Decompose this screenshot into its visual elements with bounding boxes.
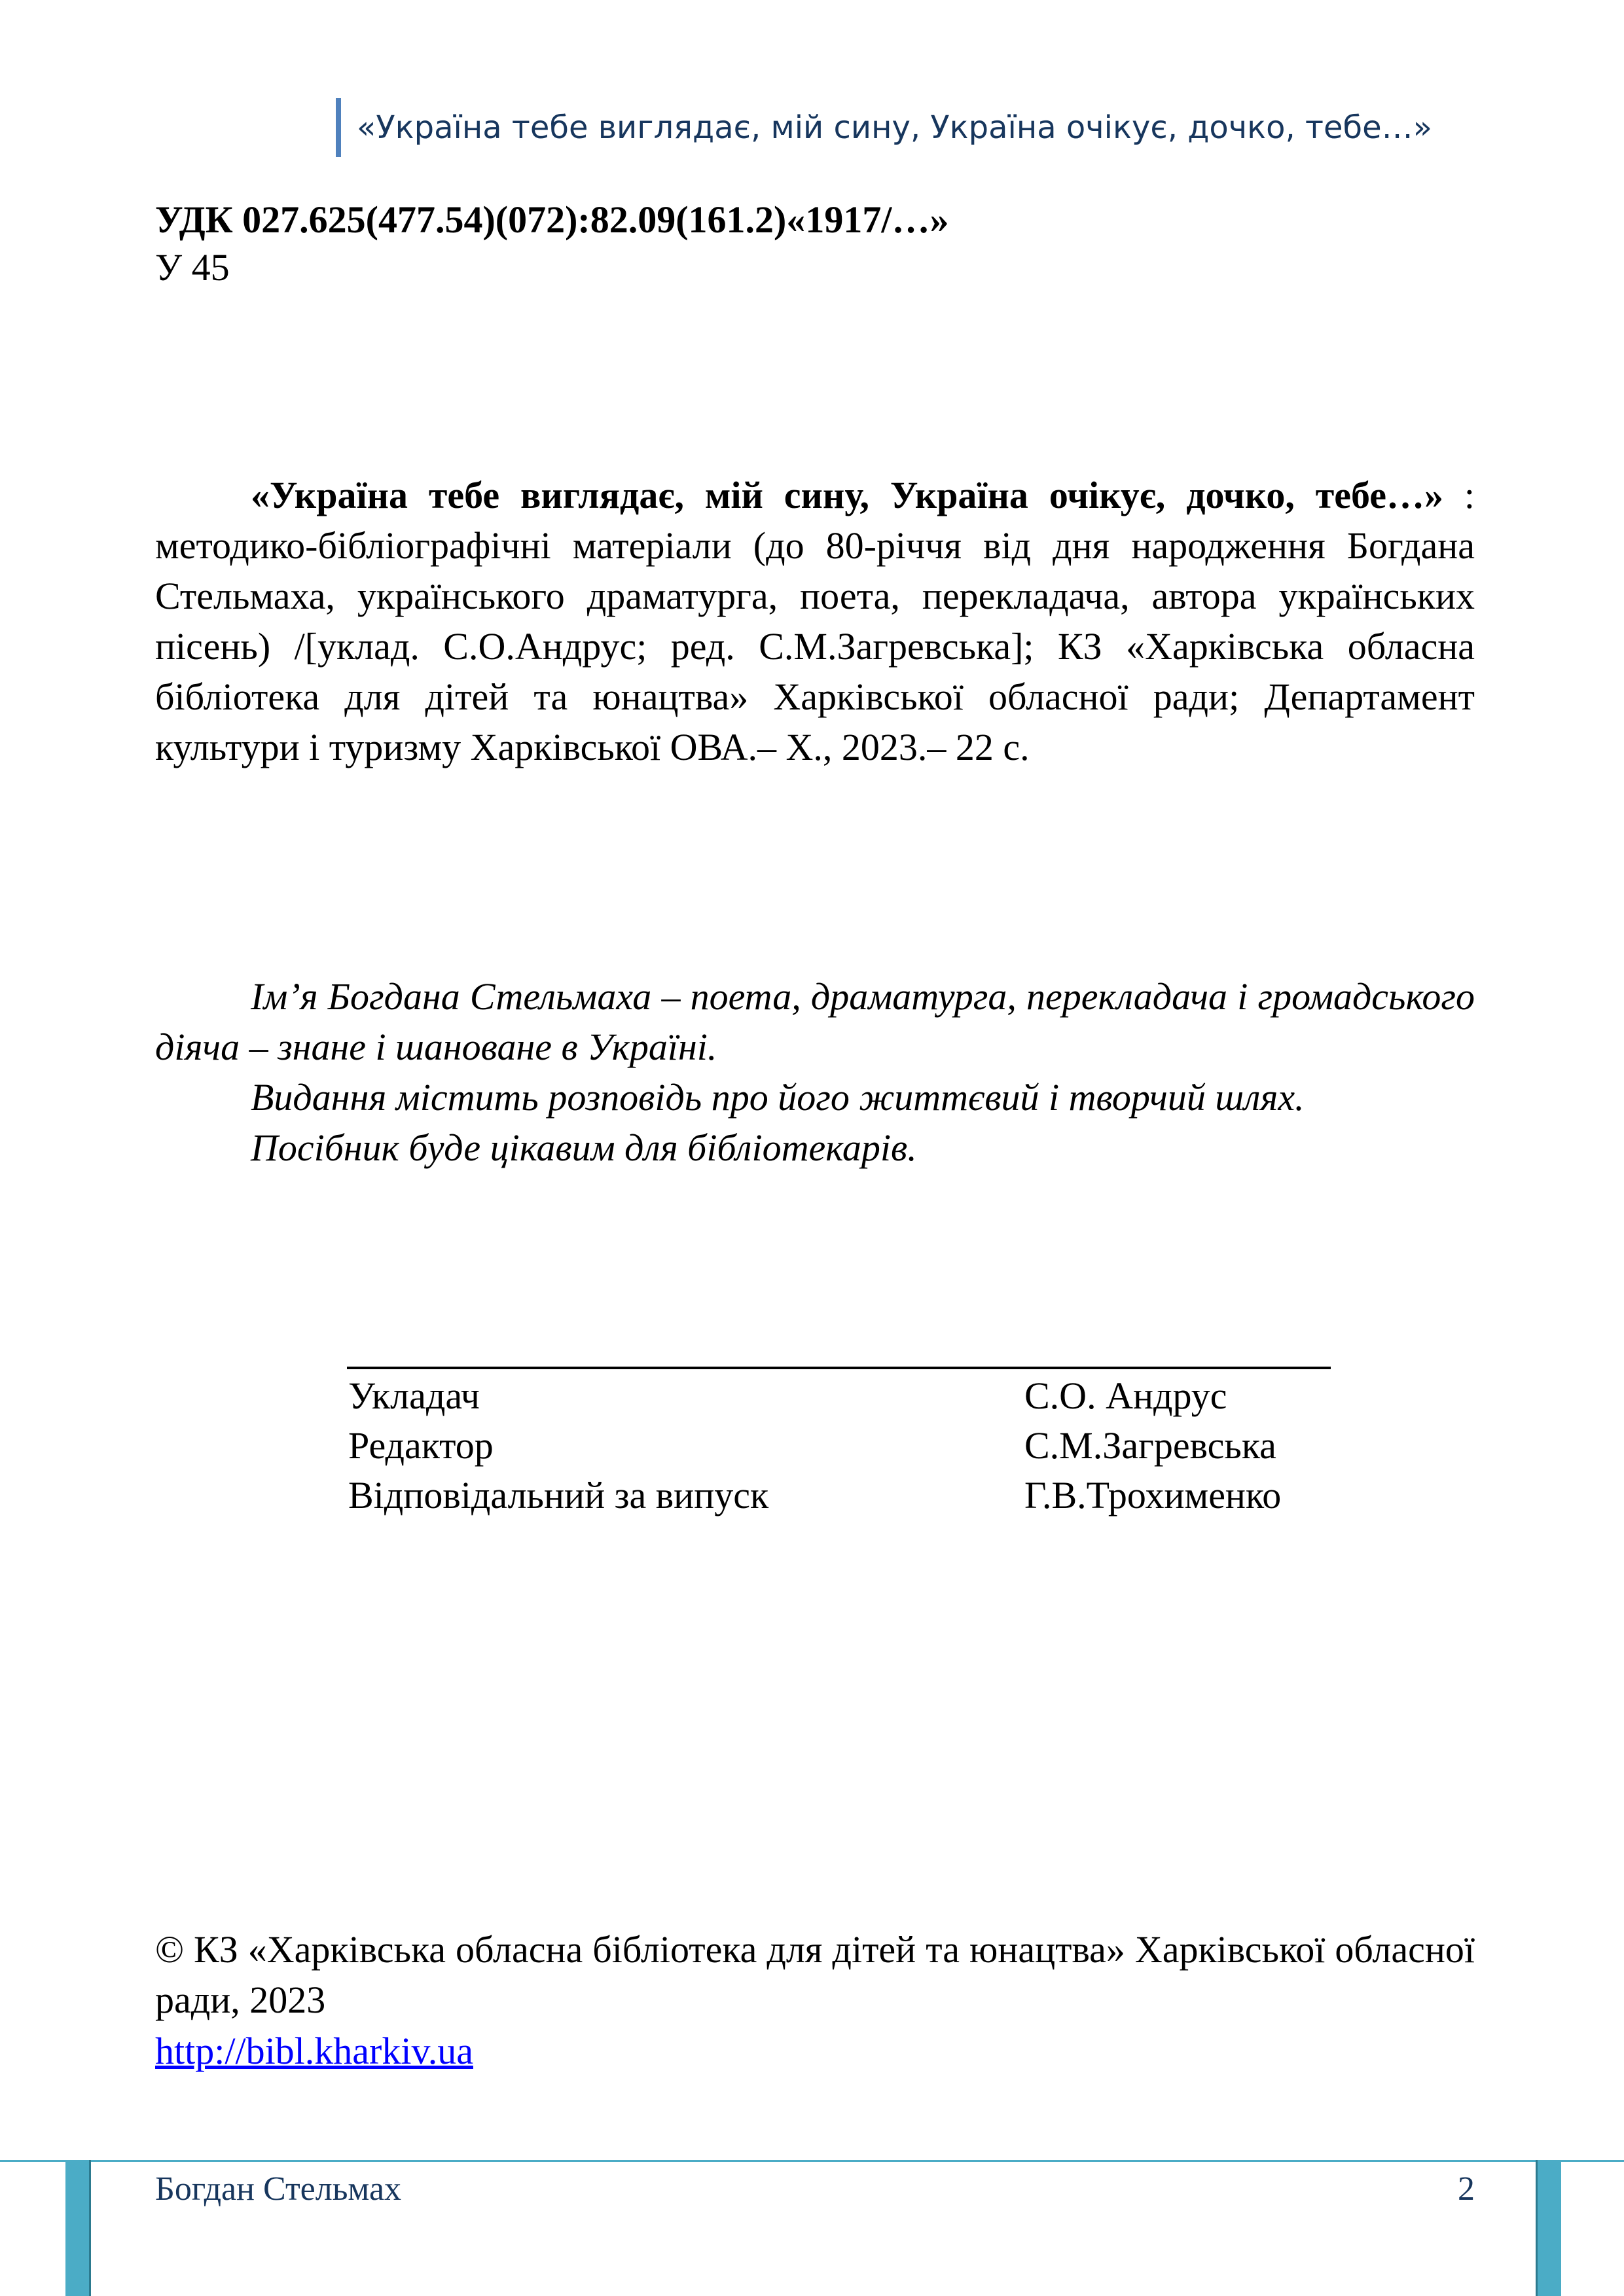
- running-header-text: «Україна тебе виглядає, мій сину, Україна очікує, дочко, тебе…»: [357, 109, 1432, 146]
- credit-name: С.М.Загревська: [1024, 1424, 1276, 1467]
- credit-row: [348, 1371, 1396, 1421]
- credits-divider: [347, 1367, 1331, 1369]
- record-title: «Україна тебе виглядає, мій сину, Україна очікує, дочко, тебе…»: [251, 474, 1443, 516]
- udc-code: УДК 027.625(477.54)(072):82.09(161.2)«1917/…»: [155, 198, 949, 241]
- footer-left-bar: [65, 2160, 91, 2296]
- credit-name: Г.В.Трохименко: [1024, 1474, 1282, 1516]
- footer-divider: [0, 2160, 1624, 2162]
- footer-right-bar: [1536, 2160, 1561, 2296]
- running-header: [336, 98, 1432, 157]
- copyright-notice: © КЗ «Харківська обласна бібліотека для дітей та юнацтва» Харківської обласної ради, 2023: [155, 1928, 1475, 2021]
- bibliographic-record: [155, 470, 1475, 772]
- credit-row: [348, 1471, 1396, 1520]
- credit-role: Укладач: [348, 1374, 480, 1417]
- library-website-link[interactable]: http://bibl.kharkiv.ua: [155, 2030, 473, 2072]
- footer-title: Богдан Стельмах: [155, 2170, 402, 2208]
- record-description: : методико-бібліографічні матеріали (до 80-річчя від дня народження Богдана Стельмаха, українського драматурга, поета, перекладача, автора українських пісень) /[уклад. С.О.Андрус; ред. С.М.Загревська]; КЗ «Харківська обласна бібліотека для дітей та юнацтва» Харківської обласної ради; Департамент культури і туризму Харківської ОВА.– Х., 2023.– 22 с.: [155, 474, 1475, 768]
- annotation-line: Ім’я Богдана Стельмаха – поета, драматурга, перекладача і громадського діяча – знане і шановане в Україні.: [155, 975, 1475, 1068]
- credit-role: Відповідальний за випуск: [348, 1474, 769, 1516]
- author-sign: У 45: [155, 246, 230, 289]
- credit-row: [348, 1421, 1396, 1471]
- credit-role: Редактор: [348, 1424, 494, 1467]
- annotation-line: Посібник буде цікавим для бібліотекарів.: [251, 1126, 917, 1169]
- annotation-line: Видання містить розповідь про його життєвий і творчий шлях.: [251, 1076, 1305, 1119]
- credit-name: С.О. Андрус: [1024, 1374, 1227, 1417]
- page-number: 2: [1458, 2170, 1475, 2208]
- annotation: [155, 971, 1475, 1173]
- credits-list: [348, 1371, 1396, 1520]
